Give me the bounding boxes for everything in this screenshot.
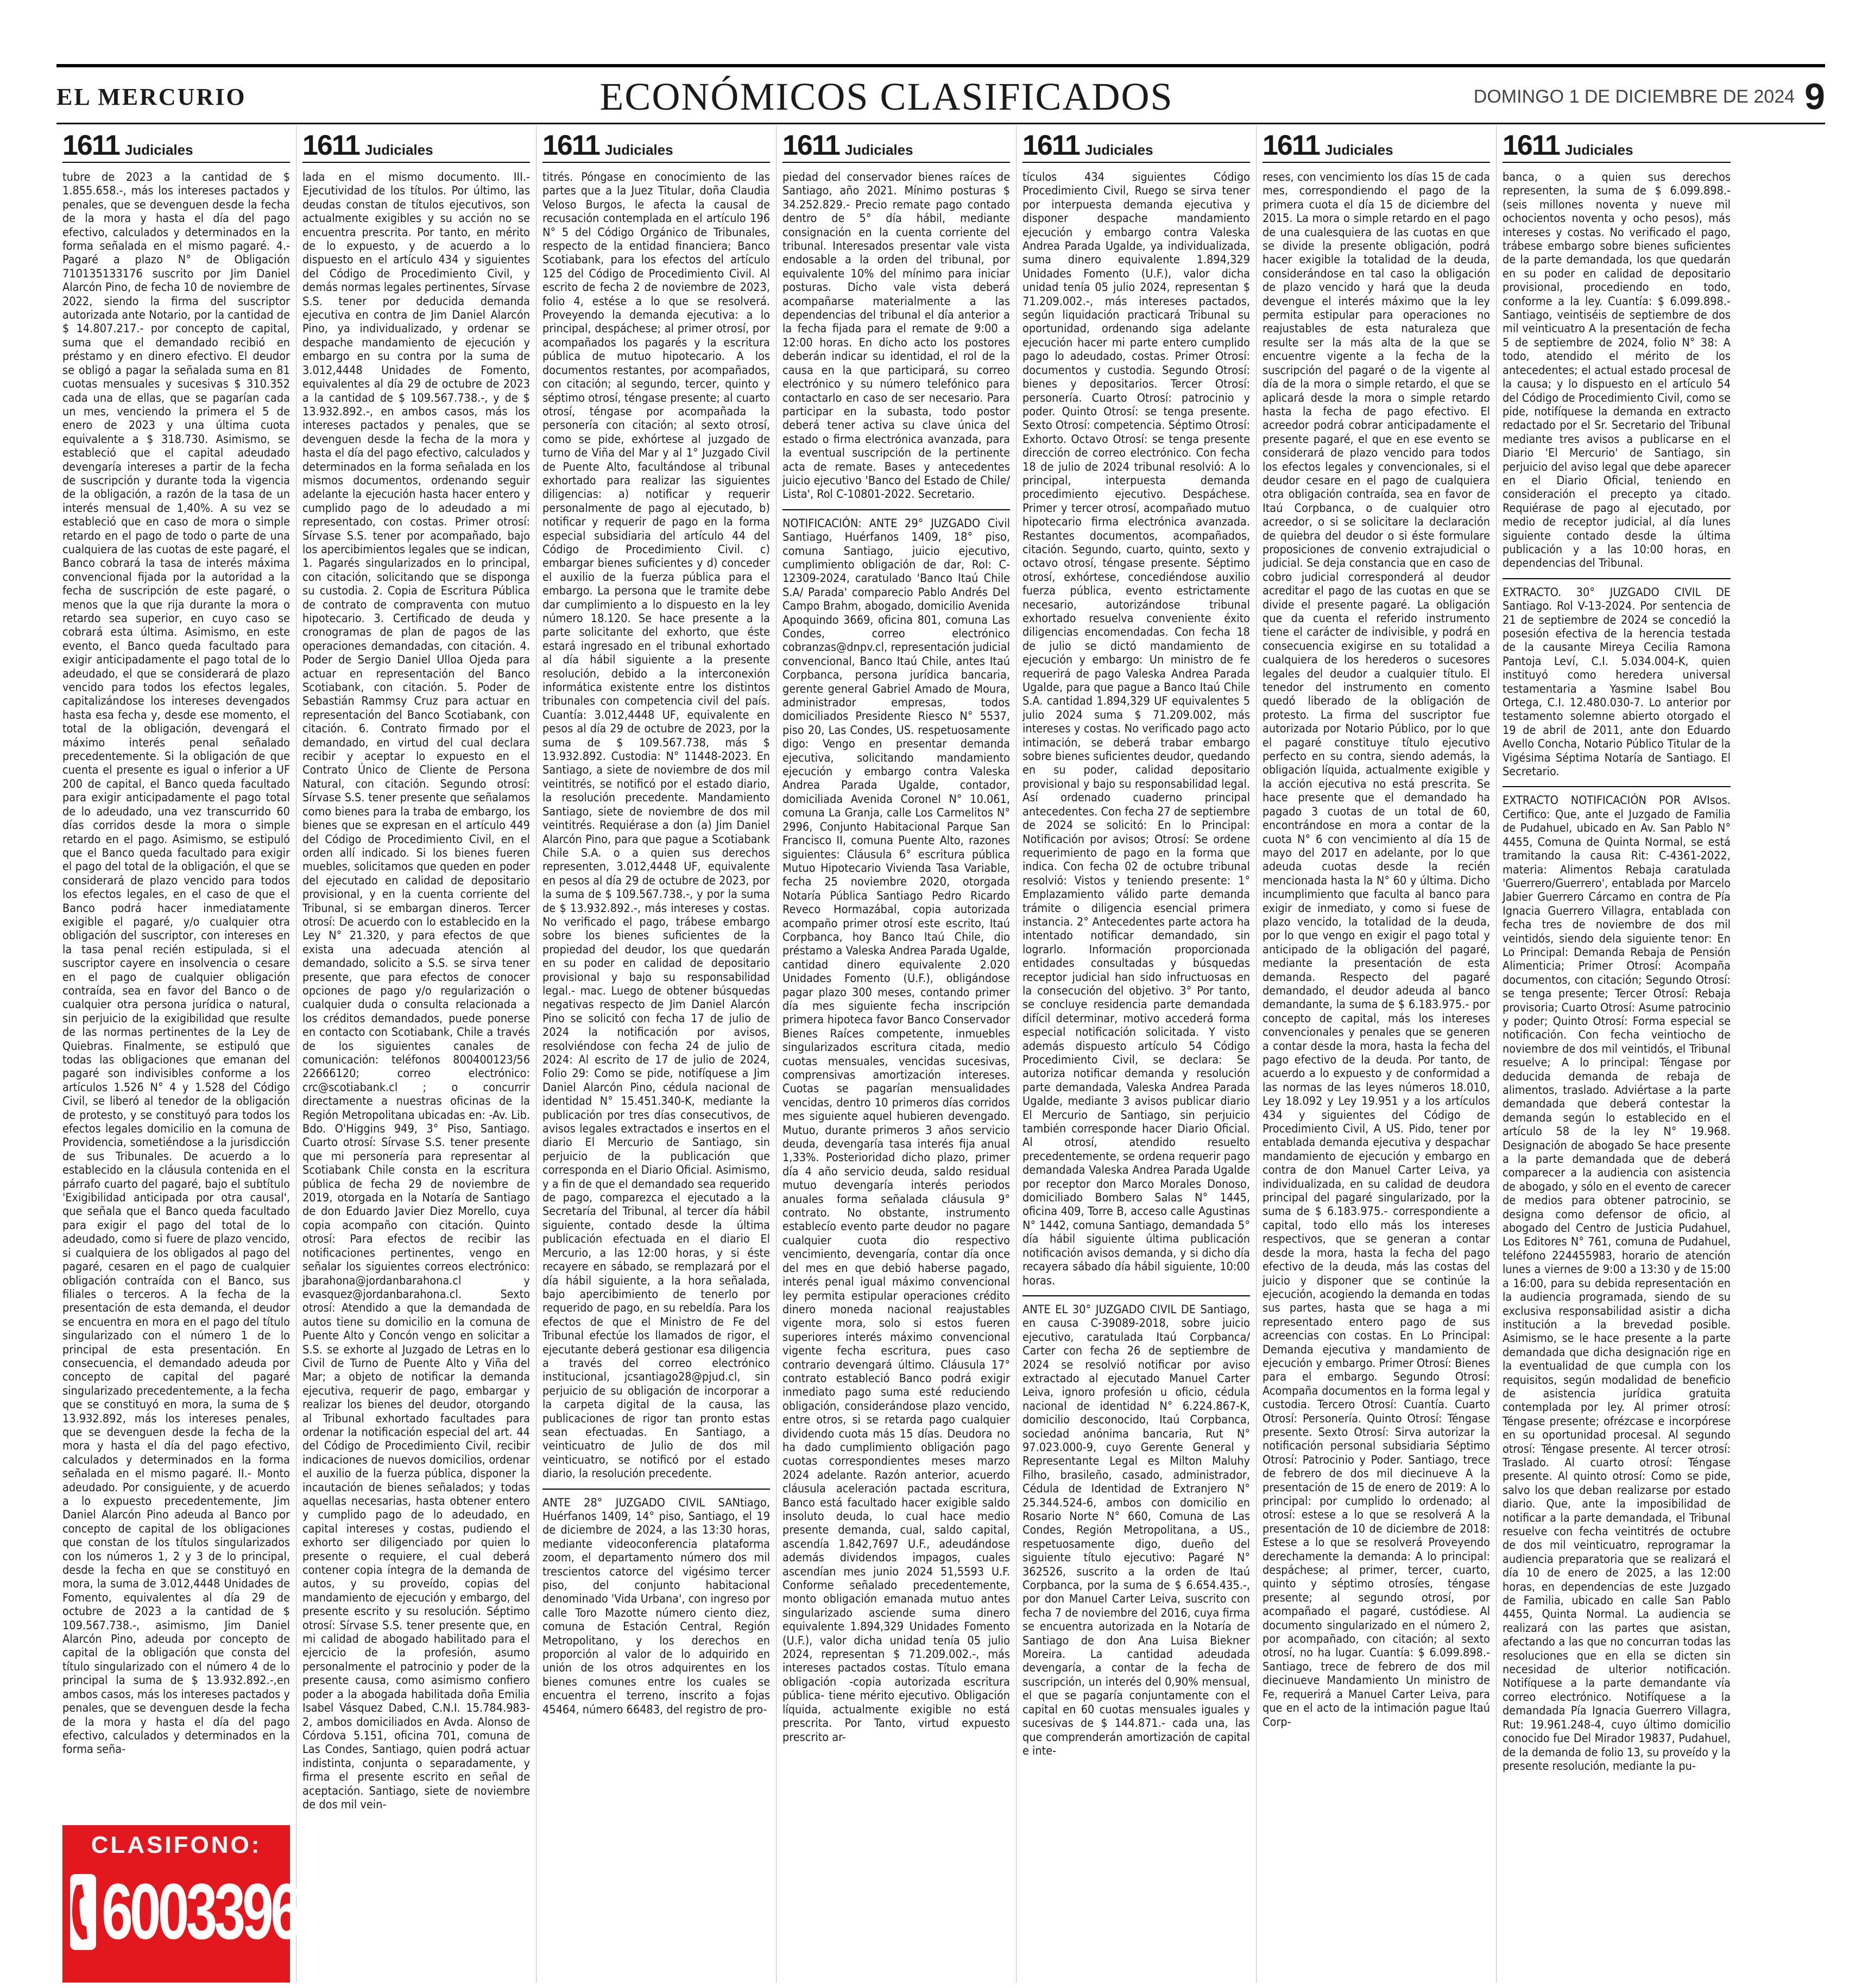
section-title: ECONÓMICOS CLASIFICADOS (599, 74, 1173, 118)
notice-text: tículos 434 siguientes Código Procedimiento Civil, Ruego se sirva tener por interpuesta demanda ejecutiva y disponer despache mandamiento ejecución y embargo contra Valeska Andrea Parada Ugalde, ya individualizada, suma dinero equivalente 1.894,329 Unidades Fomento (U.F.), valor dicha unidad tenía 05 julio 2024, representan $ 71.209.002.-, más intereses pactados, según liquidación practicará Tribunal su oportunidad, ordenando siga adelante ejecución hacer mi parte entero cumplido pago lo adeudado, costas. Primer Otrosí: documentos y custodia. Segundo Otrosí: bienes y depositarios. Tercer Otrosí: personería. Cuarto Otrosí: patrocinio y poder. Quinto Otrosí: se tenga presente. Sexto Otrosí: competencia. Séptimo Otrosí: Exhorto. Octavo Otrosí: se tenga presente dirección de correo electrónico. Con fecha 18 de julio de 2024 tribunal resolvió: A lo principal, interpuesta demanda procedimiento ejecutivo. Despáchese. Primer y tercer otrosí, acompañado mutuo hipotecario firma electrónica avanzada. Restantes documentos, acompañados, citación. Segundo, cuarto, quinto, sexto y octavo otrosí, téngase presente. Séptimo otrosí, exhórtese, concediéndose auxilio fuerza pública, evento estrictamente necesario, autorizándose tribunal exhortado resuelva conveniente éxito diligencias encomendadas. Con fecha 18 de julio se dictó mandamiento de ejecución y embargo: Un ministro de fe requerirá de pago Valeska Andrea Parada Ugalde, para que pague a Banco Itaú Chile S.A. cantidad 1.894,329 UF equivalentes 5 julio 2024 suma $ 71.209.002, más intereses y costas. No verificado pago acto intimación, se deberá trabar embargo sobre bienes suficientes deudor, quedando en su poder, calidad depositario provisional y bajo su responsabilidad legal. Así ordenado cuaderno principal antecedentes. Con fecha 27 de septiembre de 2024 se solicitó: En lo Principal: Notificación por avisos; Otrosí: Se ordene requerimiento de pago en la forma que indica. Con fecha 02 de octubre tribunal resolvió: Vistos y teniendo presente: 1° Emplazamiento válido parte demanda trámite o diligencia esencial primera instancia. 2° Antecedentes parte actora ha intentado notificar demandado, sin lograrlo. Información proporcionada entidades consultadas y búsquedas receptor judicial han sido infructuosas en la consecución del objetivo. 3° Por tanto, se concluye residencia parte demandada difícil determinar, motivo accederá forma especial notificación solicitada. Y visto además dispuesto artículo 54 Código Procedimiento Civil, se declara: Se autoriza notificar demanda y resolución parte demandada, Valeska Andrea Parada Ugalde, mediante 3 avisos publicar diario El Mercurio de Santiago, sin perjuicio también corresponde hacer Diario Oficial. Al otrosí, atendido resuelto precedentemente, se ordena requerir pago demandada Valeska Andrea Parada Ugalde por receptor don Marco Morales Donoso, domiciliado Bombero Salas N° 1445, oficina 409, Torre B, acceso calle Agustinas N° 1442, comuna Santiago, demandada 5° día hábil siguiente última publicación notificación avisos demanda, y si dicho día recayera sábado día hábil siguiente, 10:00 horas. (1022, 170, 1250, 1288)
legal-notice: NOTIFICACIÓN: ANTE 29° JUZGADO Civil Santiago, Huérfanos 1409, 18° piso, comuna Santiago, juicio ejecutivo, cumplimiento obligación de dar, Rol: C-12309-2024, caratulado 'Banco Itaú Chile S.A/ Parada' comparecio Pablo Andrés Del Campo Brahm, abogado, domicilio Avenida Apoquindo 3669, oficina 801, comuna Las Condes, correo electrónico cobranzas@dnpv.cl, representación judicial convencional, Banco Itaú Chile, antes Itaú Corpbanca, persona jurídica bancaria, gerente general Gabriel Amado de Moura, administrador empresas, todos domiciliados Presidente Riesco N° 5537, piso 20, Las Condes, US. respetuosamente digo: Vengo en presentar demanda ejecutiva, solicitando mandamiento ejecución y embargo contra Valeska Andrea Parada Ugalde, contador, domiciliada Avenida Coronel N° 10.061, comuna La Granja, calle Los Carmelitos N° 2996, Conjunto Habitacional Parque San Francisco II, comuna Puente Alto, razones siguientes: Cláusula 6° escritura pública Mutuo Hipotecario Vivienda Tasa Variable, fecha 25 noviembre 2020, otorgada Notaría Pública Santiago Pedro Ricardo Reveco Hormazábal, copia autorizada acompaño primer otrosí este escrito, Itaú Corpbanca, hoy Banco Itaú Chile, dio préstamo a Valeska Andrea Parada Ugalde, cantidad dinero equivalente 2.020 Unidades Fomento (U.F.), obligándose pagar plazo 300 meses, contando primer día mes siguiente fecha inscripción primera hipoteca favor Banco Conservador Bienes Raíces competente, inmuebles singularizados escritura citada, medio cuotas mensuales, vencidas sucesivas, comprensivas amortización intereses. Cuotas se pagarían mensualidades vencidas, dentro 10 primeros días corridos mes siguiente aquel hubieren devengado. Mutuo, durante primeros 3 años servicio deuda, devengaría tasa interés fija anual 1,33%. Posterioridad dicho plazo, primer día 4 año servicio deuda, saldo residual mutuo devengaría interés periodos anuales forma señalada cláusula 9° contrato. No obstante, instrumento establecío evento parte deudor no pagare cualquier cuota dio respectivo vencimiento, devengaría, contar día once del mes en que debió haberse pagado, interés penal igual máximo convencional ley permita estipular operaciones crédito dinero moneda nacional reajustables vigente mora, solo si estos fueren superiores interés máximo convencional vigente fecha escritura, pues caso contrario devengará último. Cláusula 17° contrato estableció Banco podrá exigir inmediato pago suma esté reduciendo obligación, considerándose plazo vencido, entre otros, si se retarda pago cualquier dividendo cuota más 15 días. Deudora no ha dado cumplimiento obligación pago cuotas correspondientes meses marzo 2024 adelante. Razón anterior, acuerdo cláusula aceleración pactada escritura, Banco está facultado hacer exigible saldo insoluto deuda, lo cual hace medio presente demanda, cual, saldo capital, ascendía 1.842,7697 U.F., adeudándose además dividendos impagos, cuales ascendían mes junio 2024 51,5593 U.F. Conforme señalado precedentemente, monto obligación emanada mutuo antes singularizado asciende suma dinero equivalente 1.894,329 Unidades Fomento (U.F.), valor dicha unidad tenía 05 julio 2024, representan $ 71.209.002.-, más intereses pactados costas. Título emana obligación -copia autorizada escritura pública- tiene mérito ejecutivo. Obligación líquida, actualmente exigible no está prescrita. Por Tanto, virtud expuesto prescrito ar- (782, 509, 1010, 1744)
clasifono-phone-number: 6003396000 (102, 1867, 383, 1957)
notice-text: banca, o a quien sus derechos representen, la suma de $ 6.099.898.- (seis millones noventa y nueve mil ochocientos noventa y ocho pesos), más intereses y costas. No verificado el pago, trábese embargo sobre bienes suficientes de la parte demandada, los que quedarán en su poder en calidad de depositario provisional, procediendo en todo, conforme a la ley. Cuantía: $ 6.099.898.- Santiago, veintiséis de septiembre de dos mil veinticuatro A la presentación de fecha 5 de septiembre de 2024, folio N° 38: A todo, atendido el mérito de los antecedentes; el actual estado procesal de la causa; y lo dispuesto en el artículo 54 del Código de Procedimiento Civil, como se pide, notifíquese la demanda en extracto redactado por el Sr. Secretario del Tribunal mediante tres avisos a publicarse en el Diario 'El Mercurio' de Santiago, sin perjuicio del aviso legal que debe aparecer en el Diario Oficial, teniendo en consideración el precepto ya citado. Requiérase de pago al ejecutado, por medio de receptor judicial, al día lunes siguiente contado desde la última publicación y a las 10:00 horas, en dependencias del Tribunal. (1503, 170, 1731, 571)
section-category: Judiciales (1084, 142, 1153, 159)
section-code: 1611 (1263, 130, 1320, 161)
notice-text: tubre de 2023 a la cantidad de $ 1.855.658.-, más los intereses pactados y penales, que se devenguen desde la fecha de la mora y hasta el día del pago efectivo, calculados y determinados en la forma señalada en el mismo pagaré. 4.- Pagaré a plazo N° de Obligación 710135133176 suscrito por Jim Daniel Alarcón Pino, de fecha 10 de noviembre de 2022, siendo la firma del suscriptor autorizada ante Notario, por la cantidad de $ 14.807.217.- por concepto de capital, suma que el demandado recibió en préstamo y en dinero efectivo. El deudor se obligó a pagar la señalada suma en 81 cuotas mensuales y sucesivas $ 310.352 cada una de ellas, que se pagarían cada un mes, venciendo la primera el 5 de enero de 2023 y una última cuota equivalente a $ 318.730. Asimismo, se estableció que el capital adeudado devengaría intereses a partir de la fecha de suscripción y durante toda la vigencia de la obligación, a razón de la tasa de un interés mensual de 1,40%. A su vez se estableció que en caso de mora o simple retardo en el pago de todo o parte de una cualquiera de las cuotas de este pagaré, el Banco cobrará la tasa de interés máxima convencional fijada por la autoridad a la fecha de suscripción de este pagaré, o menos que la que rija durante la mora o retardo sea superior, en cuyo caso se cobrará esta última. Asimismo, en este evento, el Banco queda facultado para exigir anticipadamente el pago total de lo adeudado, el que se considerará de plazo vencido para todos los efectos legales, capitalizándose los intereses devengados hasta esa fecha y, desde ese momento, el total de la obligación, devengará el máximo interés penal señalado precedentemente. Si la obligación de que cuenta el presente es igual o inferior a UF 200 de capital, el Banco queda facultado para exigir anticipadamente el pago total de lo adeudado, una vez transcurrido 60 días corridos desde la mora o simple retardo en el pago. Asimismo, se estipuló que el Banco queda facultado para exigir el pago del total de la obligación, el que se considerará de plazo vencido para todos los efectos legales, en el caso de que el Banco podrá hacer inmediatamente exigible el pagaré, y/o cualquier otra obligación del suscriptor, con intereses en la tasa penal recién estipulada, si el suscriptor cayere en insolvencia o cesare en el pago de cualquier obligación contraída, sea en favor del Banco o de cualquier otra persona jurídica o natural, sin perjuicio de la exigibilidad que resulte de las normas pertinentes de la Ley de Quiebras. Finalmente, se estipuló que todas las obligaciones que emanan del pagaré son indivisibles conforme a los artículos 1.526 N° 4 y 1.528 del Código Civil, se liberó al tenedor de la obligación de protesto, y se constituyó para todos los efectos legales domicilio en la comuna de Providencia, sometiéndose a la jurisdicción de sus Tribunales. De acuerdo a lo establecido en la cláusula contenida en el párrafo cuarto del pagaré, bajo el subtítulo 'Exigibilidad anticipada por otra causal', que señala que el Banco queda facultado para exigir el pago del total de lo adeudado, como si fuere de plazo vencido, si cualquiera de los obligados al pago del pagaré, cesaren en el pago de cualquier obligación contraída con el Banco, sus filiales o terceros. A la fecha de la presentación de esta demanda, el deudor se encuentra en mora en el pago del título singularizado con el número 1 de lo principal de esta presentación. En consecuencia, el demandado adeuda por concepto de capital del pagaré singularizado precedentemente, a la fecha que se constituyó en mora, la suma de $ 13.932.892, más los intereses penales, que se devenguen desde la fecha de la mora y hasta el día del pago efectivo, calculados y determinados en la forma señalada en el mismo pagaré. II.- Monto adeudado. Por consiguiente, y de acuerdo a lo expuesto precedentemente, Jim Daniel Alarcón Pino adeuda al Banco por concepto de capital de los obligaciones que constan de los títulos singularizados con los números 1, 2 y 3 de lo principal, desde la fecha en que se constituyó en mora, la suma de 3.012,4448 Unidades de Fomento, equivalentes al día 29 de octubre de 2023 a la cantidad de $ 109.567.738.-, asimismo, Jim Daniel Alarcón Pino, adeuda por concepto de capital de la obligación que consta del título singularizado con el número 4 de lo principal la suma de $ 13.932.892.-,en ambos casos, más los intereses pactados y penales, que se devenguen desde la fecha de la mora y hasta el día del pago efectivo, calculados y determinados en la forma seña- (62, 170, 290, 1757)
column-header (1022, 126, 1250, 163)
column-body (302, 170, 530, 1812)
section-code: 1611 (1503, 130, 1560, 161)
section-code: 1611 (302, 130, 359, 161)
date-block (1412, 75, 1825, 118)
column-header (62, 126, 290, 163)
column-body (782, 170, 1010, 1744)
column-header (302, 126, 530, 163)
column-body (1503, 170, 1731, 1773)
column-2 (296, 126, 536, 1983)
column-body (542, 170, 770, 1717)
column-body (62, 170, 290, 1757)
publication-date: DOMINGO 1 DE DICIEMBRE DE 2024 (1473, 86, 1795, 107)
legal-notice: EXTRACTO NOTIFICACIÓN POR AVIsos. Certifico: Que, ante el Juzgado de Familia de Pudahuel, ubicado en Av. San Pablo N° 4455, Comuna de Quinta Normal, se está tramitando la causa Rit: C-4361-2022, materia: Alimentos Rebaja caratulada 'Guerrero/Guerrero', entablada por Marcelo Jabier Guerrero Cárcamo en contra de Pía Ignacia Guerrero Villagra, entablada con fecha tres de noviembre de dos mil veintidós, siendo dela siguiente tenor: En Lo Principal: Demanda Rebaja de Pensión Alimenticia; Primer Otrosí: Acompaña documentos, con citación; Segundo Otrosí: se tenga presente; Tercer Otrosí: Rebaja provisoria; Cuarto Otrosí: Asume patrocinio y poder; Quinto Otrosí: Forma especial se notificación. Con fecha veintiocho de noviembre de dos mil veintidós, el Tribunal resuelve; A lo principal: Téngase por deducida demanda de rebaja de alimentos, traslado. Adviértase a la parte demandada que deberá contestar la demanda según lo establecido en el artículo 58 de la ley N° 19.968. Designación de abogado Se hace presente a la parte demandada que de deberá comparecer a la audiencia con asistencia de abogado, y sólo en el evento de carecer de medios para obtener patrocinio, se designa como defensor de oficio, al abogado del Centro de Justicia Pudahuel, Los Editores N° 761, comuna de Pudahuel, teléfono 224455983, horario de atención lunes a viernes de 9:00 a 13:30 y de 15:00 a 16:00, para su debida representación en la audiencia programada, siendo de su exclusiva responsabilidad asistir a dicha institución a la brevedad posible. Asimismo, se le hace presente a la parte demandada que dicha designación rige en la eventualidad de que cumpla con los requisitos, según modalidad de beneficio de asistencia jurídica gratuita contemplada por ley. Al primer otrosí: Téngase presente; ofrézcase e incorpórese en su oportunidad procesal. Al segundo otrosí: Téngase presente. Al tercer otrosí: Traslado. Al cuarto otrosí: Téngase presente. Al quinto otrosí: Como se pide, salvo los que deban realizarse por estado diario. Que, ante la imposibilidad de notificar a la parte demandada, el Tribunal resuelve con fecha veintitrés de octubre de dos mil veinticuatro, reprogramar la audiencia preparatoria que se realizará el día 10 de enero de 2025, a las 12:00 horas, en dependencias de este Juzgado de Familia, ubicado en calle San Pablo 4455, Quinta Normal. La audiencia se realizará con las partes que asistan, afectando a las que no concurran todas las resoluciones que en ella se dicten sin necesidad de ulterior notificación. Notifíquese a la parte demandante vía correo electrónico. Notifíquese a la demandada Pía Ignacia Guerrero Villagra, Rut: 19.961.248-4, cuyo último domicilio conocido fue Del Mirador 19837, Pudahuel, de la demanda de folio 13, su proveído y la presente resolución, mediante la pu- (1503, 786, 1731, 1773)
column-6 (1257, 126, 1497, 1983)
section-category: Judiciales (124, 142, 193, 159)
section-code: 1611 (542, 130, 599, 161)
column-header (542, 126, 770, 163)
section-code: 1611 (62, 130, 119, 161)
page-number: 9 (1804, 76, 1825, 117)
legal-notice: ANTE EL 30° JUZGADO CIVIL DE Santiago, en causa C-39089-2018, sobre juicio ejecutivo, caratulada Itaú Corpbanca/ Carter con fecha 26 de septiembre de 2024 se resolvió notificar por aviso extractado al ejecutado Manuel Carter Leiva, ignoro profesión u oficio, cédula nacional de identidad N° 6.224.867-K, domicilio desconocido, Itaú Corpbanca, sociedad anónima bancaria, Rut N° 97.023.000-9, cuyo Gerente General y Representante Legal es Milton Maluhy Filho, brasileño, casado, administrador, Cédula de Identidad de Extranjero N° 25.344.524-6, ambos con domicilio en Rosario Norte N° 660, Comuna de Las Condes, Región Metropolitana, a US., respetuosamente digo, dueño del siguiente título ejecutivo: Pagaré N° 362526, suscrito a la orden de Itaú Corpbanca, por la suma de $ 6.654.435.-, por don Manuel Carter Leiva, suscrito con fecha 7 de noviembre del 2016, cuya firma se encuentra autorizada en la Notaría de Santiago de don Ana Luisa Biekner Moreira. La cantidad adeudada devengaría, a contar de la fecha de suscripción, un interés del 0,90% mensual, el que se pagaría conjuntamente con el capital en 60 cuotas mensuales iguales y sucesivas de $ 144.871.- cada una, las que comprenderán amortización de capital e inte- (1022, 1295, 1250, 1758)
top-rule (56, 64, 1825, 67)
notice-text: lada en el mismo documento. III.- Ejecutividad de los títulos. Por último, las deudas constan de títulos ejecutivos, son actualmente exigibles y su acción no se encuentra prescrita. Por tanto, en mérito de lo expuesto, y de acuerdo a lo dispuesto en el artículo 434 y siguientes del Código de Procedimiento Civil, y demás normas legales pertinentes, Sírvase S.S. tener por deducida demanda ejecutiva en contra de Jim Daniel Alarcón Pino, ya individualizado, y ordenar se despache mandamiento de ejecución y embargo en su contra por la suma de 3.012,4448 Unidades de Fomento, equivalentes al día 29 de octubre de 2023 a la cantidad de $ 109.567.738.-, y de $ 13.932.892.-, en ambos casos, más los intereses pactados y penales, que se devenguen desde la fecha de la mora y hasta el día del pago efectivo, calculados y determinados en la forma señalada en los mismos documentos, ordenando seguir adelante la ejecución hasta hacer entero y cumplido pago de lo adeudado a mi representado, con costas. Primer otrosí: Sírvase S.S. tener por acompañado, bajo los apercibimientos legales que se indican, 1. Pagarés singularizados en lo principal, con citación, solicitando que se disponga su custodia. 2. Copia de Escritura Pública de contrato de compraventa con mutuo hipotecario. 3. Certificado de deuda y cronogramas de plan de pagos de las operaciones demandadas, con citación. 4. Poder de Sergio Daniel Ulloa Ojeda para actuar en representación del Banco Scotiabank, con citación. 5. Poder de Sebastián Rammsy Cruz para actuar en representación del Banco Scotiabank, con citación. 6. Contrato firmado por el demandado, en virtud del cual declara recibir y aceptar lo expuesto en el Contrato Único de Cliente de Persona Natural, con citación. Segundo otrosí: Sírvase S.S. tener presente que señalamos como bienes para la traba de embargo, los bienes que se expresan en el artículo 449 del Código de Procedimiento Civil, en el orden allí indicado. Si los bienes fueren muebles, solicitamos que queden en poder del ejecutado en calidad de depositario provisional, y en la cuenta corriente del Tribunal, si se embargan dineros. Tercer otrosí: De acuerdo con lo establecido en la Ley N° 21.320, y para efectos de que exista una adecuada atención al demandado, solicito a S.S. se sirva tener presente, que para efectos de conocer opciones de pago y/o regularización o cualquier duda o consulta relacionada a los créditos demandados, puede ponerse en contacto con Scotiabank, Chile a través de los siguientes canales de comunicación: teléfonos 800400123/56 22666120; correo electrónico: crc@scotiabank.cl ; o concurrir directamente a nuestras oficinas de la Región Metropolitana ubicadas en: -Av. Lib. Bdo. O'Higgins 949, 3° Piso, Santiago. Cuarto otrosí: Sírvase S.S. tener presente que mi personería para representar al Scotiabank Chile consta en la escritura pública de fecha 29 de noviembre de 2019, otorgada en la Notaría de Santiago de don Eduardo Javier Diez Morello, cuya copia acompaño con citación. Quinto otrosí: Para efectos de recibir las notificaciones pertinentes, vengo en señalar los siguientes correos electrónico: jbarahona@jordanbarahona.cl y evasquez@jordanbarahona.cl. Sexto otrosí: Atendido a que la demandada de autos tiene su domicilio en la comuna de Puente Alto y Concón vengo en solicitar a S.S. se exhorte al Juzgado de Letras en lo Civil de Turno de Puente Alto y Viña del Mar; a objeto de notificar la demanda ejecutiva, requerir de pago, embargar y realizar los bienes del deudor, otorgando al Tribunal exhortado facultades para ordenar la notificación especial del art. 44 del Código de Procedimiento Civil, recibir indicaciones de nuevos domicilios, ordenar el auxilio de la fuerza pública, disponer la incautación de bienes señalados; y todas aquellas necesarias, hasta obtener entero y cumplido pago de lo adeudado, en capital intereses y costas, pudiendo el exhorto ser diligenciado por quien lo presente o requiere, el cual deberá contener copia íntegra de la demanda de autos, y su proveído, copias del mandamiento de ejecución y embargo, del presente escrito y su resolución. Séptimo otrosí: Sírvase S.S. tener presente que, en mi calidad de abogado habilitado para el ejercicio de la profesión, asumo personalmente el patrocinio y poder de la presente causa, como asimismo confiero poder a la abogada habilitada doña Emilia Isabel Vásquez Dabed, C.N.I. 15.784.983-2, ambos domiciliados en Avda. Alonso de Córdova 5.151, oficina 701, comuna de Las Condes, Santiago, quien podrá actuar indistinta, conjunta o separadamente, y firma el presente escrito en señal de aceptación. Santiago, siete de noviembre de dos mil vein- (302, 170, 530, 1812)
notice-text: reses, con vencimiento los días 15 de cada mes, correspondiendo el pago de la primera cuota el día 15 de diciembre del 2015. La mora o simple retardo en el pago de una cualesquiera de las cuotas en que se divide la presente obligación, podrá hacer exigible la totalidad de la deuda, considerándose en tal caso la obligación de plazo vencido y hará que la deuda devengue el interés máximo que la ley permita estipular para operaciones no reajustables de esta naturaleza que resulte ser la más alta de la que se encuentre vigente a la fecha de la suscripción del pagaré o de la vigente al día de la mora o simple retardo, el que se aplicará desde la mora o simple retardo hasta la fecha de pago efectivo. El acreedor podrá cobrar anticipadamente el presente pagaré, el que en ese evento se considerará de plazo vencido para todos los efectos legales y convencionales, si el deudor cesare en el pago de cualquiera otra obligación contraída, sea en favor de Itaú Corpbanca, o de cualquier otro acreedor, o si se solicitare la declaración de quiebra del deudor o si éste formulare proposiciones de convenio extrajudicial o judicial. Se deja constancia que en caso de cobro judicial corresponderá al deudor acreditar el pago de las cuotas en que se divide el presente pagaré. La obligación que da cuenta el referido instrumento tiene el carácter de indivisible, y podrá en consecuencia exigirse en su totalidad a cualquiera de los herederos o sucesores legales del deudor a cualquier título. El tenedor del instrumento en comento quedó liberado de la obligación de protesto. La firma del suscriptor fue autorizada por Notario Público, por lo que el pagaré constituye título ejecutivo perfecto en su contra, siendo además, la obligación líquida, actualmente exigible y la acción ejecutiva no está prescrita. Se hace presente que el demandado ha pagado 3 cuotas de un total de 60, encontrándose en mora a contar de la cuota N° 6 con vencimiento al día 15 de mayo del 2017 en adelante, por lo que adeuda cuotas desde la recién mencionada hasta la N° 60 y última. Dicho incumplimiento que faculta al banco para exigir de inmediato, y como si fuese de plazo vencido, la totalidad de la deuda, por lo que vengo en exigir el pago total y anticipado de la obligación del pagaré, mediante la presentación de esta demanda. Respecto del pagaré demandado, el deudor adeuda al banco demandante, la suma de $ 6.183.975.- por concepto de capital, más los intereses convencionales y penales que se generen a contar desde la mora, hasta la fecha del pago efectivo de la deuda. Por tanto, de acuerdo a lo expuesto y de conformidad a las normas de las leyes números 18.010, Ley 18.092 y Ley 19.951 y a los artículos 434 y siguientes del Código de Procedimiento Civil, A US. Pido, tener por entablada demanda ejecutiva y despachar mandamiento de ejecución y embargo en contra de don Manuel Carter Leiva, ya individualizada, en su calidad de deudora principal del pagaré singularizado, por la suma de $ 6.183.975.- correspondiente a capital, todo ello más los intereses respectivos, que se generan a contar desde la mora, hasta la fecha del pago efectivo de la deuda, más las costas del juicio y disponer que se continúe la ejecución, acogiendo la demanda en todas sus partes, hasta que se haga a mi representado entero pago de sus acreencias con costas. En Lo Principal: Demanda ejecutiva y mandamiento de ejecución y embargo. Primer Otrosí: Bienes para el embargo. Segundo Otrosí: Acompaña documentos en la forma legal y custodia. Tercero Otrosí: Cuantía. Cuarto Otrosí: Personería. Quinto Otrosí: Téngase presente. Sexto Otrosí: Sirva autorizar la notificación personal subsidiaria Séptimo Otrosí: Patrocinio y Poder. Santiago, trece de febrero de dos mil diecinueve A la presentación de 15 de enero de 2019: A lo principal: por cumplido lo ordenado; al otrosí: estese a lo que se resolverá A la presentación de 10 de diciembre de 2018: Estese a lo que se resolverá Proveyendo derechamente la demanda: A lo principal: despáchese; al primer, tercer, cuarto, quinto y séptimo otrosíes, téngase presente; al segundo otrosí, por acompañado el pagaré, custódiese. Al documento singularizado en el número 2, por acompañado, con citación; al sexto otrosí, no ha lugar. Cuantía: $ 6.099.898.- Santiago, trece de febrero de dos mil diecinueve Mandamiento Un ministro de Fe, requerirá a Manuel Carter Leiva, para que en el acto de la intimación pague Itaú Corp- (1263, 170, 1490, 1729)
clasifono-label: CLASIFONO: (91, 1832, 262, 1858)
column-body (1263, 170, 1490, 1729)
notice-text: piedad del conservador bienes raíces de Santiago, año 2021. Mínimo posturas $ 34.252.829.- Precio remate pago contado dentro de 5° día hábil, mediante consignación en la cuenta corriente del tribunal. Interesados presentar vale vista endosable a la orden del tribunal, por equivalente 10% del mínimo para iniciar posturas. Dicho vale vista deberá acompañarse materialmente a las dependencias del tribunal el día anterior a la fecha fijada para el remate de 9:00 a 12:00 horas. En dicho acto los postores deberán indicar su identidad, el rol de la causa en la que participará, su correo electrónico y su número telefónico para contactarlo en caso de ser necesario. Para participar en la subasta, todo postor deberá tener activa su clave única del estado o firma electrónica avanzada, para la eventual suscripción de la pertinente acta de remate. Bases y antecedentes juicio ejecutivo 'Banco del Estado de Chile/ Lista', Rol C-10801-2022. Secretario. (782, 170, 1010, 502)
clasifono-number-row (70, 1867, 383, 1957)
column-header (1503, 126, 1731, 163)
column-header (782, 126, 1010, 163)
classified-columns (56, 126, 1825, 1983)
phone-handset-icon (70, 1874, 96, 1950)
newspaper-name: EL MERCURIO (56, 83, 247, 110)
notice-text: titrés. Póngase en conocimiento de las partes que a la Juez Titular, doña Claudia Veloso Burgos, le afecta la causal de recusación contemplada en el artículo 196 N° 5 del Código Orgánico de Tribunales, respecto de la entidad financiera; Banco Scotiabank, para los efectos del artículo 125 del Código de Procedimiento Civil. Al escrito de fecha 2 de noviembre de 2023, folio 4, estése a lo que se resolverá. Proveyendo la demanda ejecutiva: a lo principal, despáchese; al primer otrosí, por acompañados los pagarés y la escritura pública de mutuo hipotecario. A los documentos restantes, por acompañados, con citación; al segundo, tercer, quinto y séptimo otrosí, téngase presente; al cuarto otrosí, téngase por acompañada la personería con citación; al sexto otrosí, como se pide, exhórtese al juzgado de turno de Viña del Mar y al 1° Juzgado Civil de Puente Alto, facultándose al tribunal exhortado para realizar las siguientes diligencias: a) notificar y requerir personalmente de pago al ejecutado, b) notificar y requerir de pago en la forma especial subsidiaria del artículo 44 del Código de Procedimiento Civil. c) embargar bienes suficientes y d) conceder el auxilio de la fuerza pública para el embargo. La persona que le tramite debe dar cumplimiento a lo dispuesto en la ley número 18.120. Se hace presente a la parte solicitante del exhorto, que éste estará ingresado en el tribunal exhortado al día hábil siguiente a la presente resolución, debido a la interconexión informática existente entre los distintos tribunales con competencia civil del país. Cuantía: 3.012,4448 UF, equivalente en pesos al día 29 de octubre de 2023, por la suma de $ 109.567.738, más $ 13.932.892. Custodia: N° 11448-2023. En Santiago, a siete de noviembre de dos mil veintitrés, se notificó por el estado diario, la resolución precedente. Mandamiento Santiago, siete de noviembre de dos mil veintitrés. Requiérase a don (a) Jim Daniel Alarcón Pino, para que pague a Scotiabank Chile S.A. o a quien sus derechos representen, 3.012,4448 UF, equivalente en pesos al día 29 de octubre de 2023, por la suma de $ 109.567.738.-, y por la suma de $ 13.932.892.-, más intereses y costas. No verificado el pago, trábese embargo sobre los bienes suficientes de la propiedad del deudor, los que quedarán en su poder en calidad de depositario provisional y bajo su responsabilidad legal.- mac. Luego de obtener búsquedas negativas respecto de Jim Daniel Alarcón Pino se solicitó con fecha 17 de julio de 2024 la notificación por avisos, resolviéndose con fecha 24 de julio de 2024: Al escrito de 17 de julio de 2024, Folio 29: Como se pide, notifíquese a Jim Daniel Alarcón Pino, cédula nacional de identidad N° 15.451.340-K, mediante la publicación por tres días consecutivos, de avisos legales extractados e insertos en el diario El Mercurio de Santiago, sin perjuicio de la publicación que corresponda en el Diario Oficial. Asimismo, y a fin de que el demandado sea requerido de pago, comparezca el ejecutado a la Secretaría del Tribunal, al tercer día hábil siguiente, contado desde la última publicación efectuada en el diario El Mercurio, a las 12:00 horas, y si éste recayere en sábado, se remplazará por el día hábil siguiente, a la hora señalada, bajo apercibimiento de tenerlo por requerido de pago, en su rebeldía. Para los efectos de que el Ministro de Fe del Tribunal efectúe los llamados de rigor, el ejecutante deberá gestionar esa diligencia a través del correo electrónico institucional, jcsantiago28@pjud.cl, sin perjuicio de su obligación de incorporar a la carpeta digital de la causa, las publicaciones de rigor tan pronto estas sean efectuadas. En Santiago, a veinticuatro de Julio de dos mil veinticuatro, se notificó por el estado diario, la resolución precedente. (542, 170, 770, 1481)
column-4 (777, 126, 1017, 1983)
column-1 (56, 126, 383, 1983)
section-category: Judiciales (604, 142, 673, 159)
header-rule (56, 123, 1825, 124)
masthead (56, 69, 1825, 124)
section-code: 1611 (782, 130, 840, 161)
section-code: 1611 (1022, 130, 1080, 161)
section-category: Judiciales (1564, 142, 1633, 159)
column-header (1263, 126, 1490, 163)
section-category: Judiciales (1324, 142, 1393, 159)
column-3 (536, 126, 777, 1983)
section-category: Judiciales (364, 142, 433, 159)
column-7 (1497, 126, 1737, 1983)
legal-notice: EXTRACTO. 30° JUZGADO CIVIL DE Santiago. Rol V-13-2024. Por sentencia de 21 de septiembre de 2024 se concedió la posesión efectiva de la herencia testada de la causante Mireya Cecilia Ramona Pantoja Leví, C.I. 5.034.004-K, quien instituyó como herederа universal testamentaria a Yasmine Isabel Bou Ortega, C.I. 12.480.030-7. Lo anterior por testamento solemne abierto otorgado el 19 de abril de 2011, ante don Eduardo Avello Concha, Notario Público Titular de la Vigésima Séptima Notaría de Santiago. El Secretario. (1503, 578, 1731, 779)
clasifono-ad[interactable] (62, 1825, 383, 1983)
section-category: Judiciales (844, 142, 913, 159)
column-5 (1017, 126, 1257, 1983)
column-body (1022, 170, 1250, 1758)
legal-notice: ANTE 28° JUZGADO CIVIL SANtiago, Huérfanos 1409, 14° piso, Santiago, el 19 de diciembre de 2024, a las 13:30 horas, mediante videoconferencia plataforma zoom, el departamento número dos mil trescientos catorce del vigésimo tercer piso, del conjunto habitacional denominado 'Vida Urbana', con ingreso por calle Toro Mazotte número ciento diez, comuna de Estación Central, Región Metropolitano, y los derechos en proporción al valor de lo adquirido en unión de los otros adquirentes en los bienes comunes entre los cuales se encuentra el terreno, inscrito a fojas 45464, número 66483, del registro de pro- (542, 1489, 770, 1717)
